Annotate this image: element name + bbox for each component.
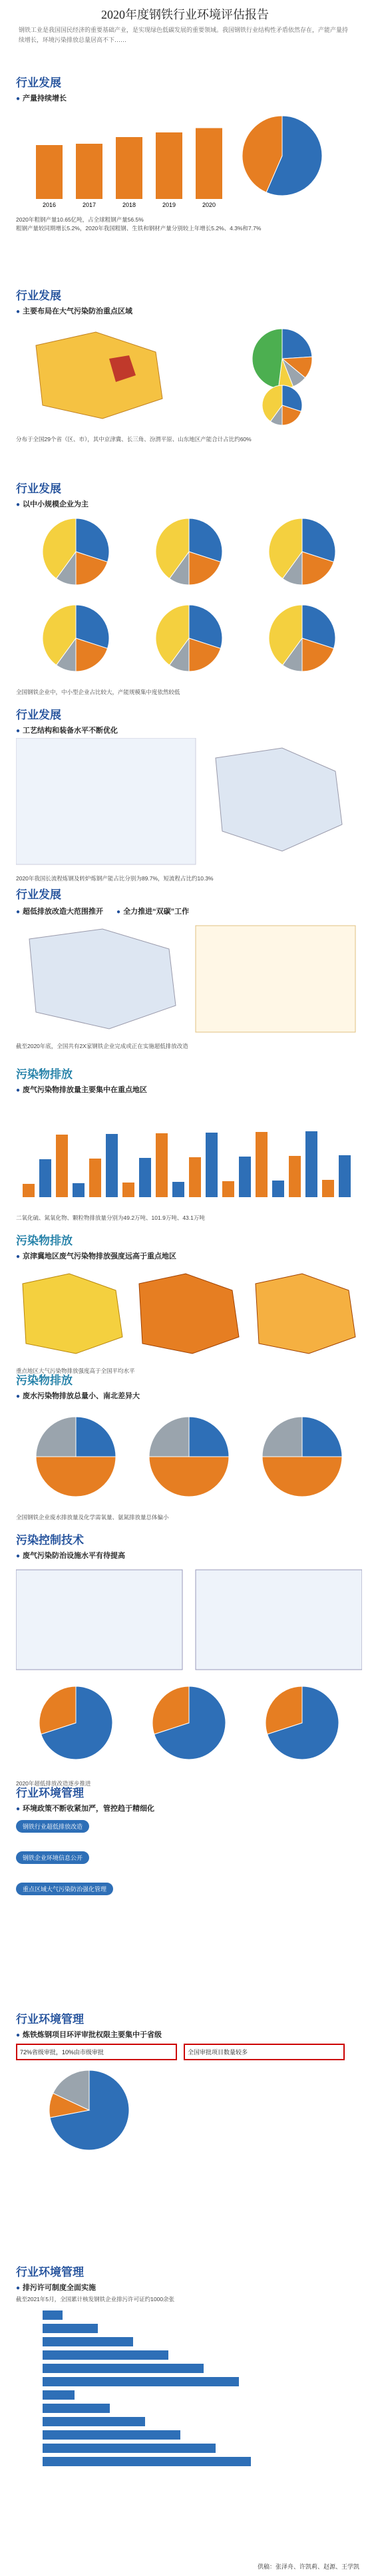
emission-bar — [89, 1159, 101, 1197]
pie-slice — [189, 1417, 229, 1457]
section-sub-2: ● 全力推进“双碳”工作 — [116, 906, 189, 916]
section-industry-4 — [16, 705, 362, 883]
tick-label: 2020 — [202, 202, 216, 208]
permit-bar — [43, 2390, 75, 2400]
section-heading: 污染物排放 — [16, 1234, 73, 1247]
water-pies — [16, 1403, 362, 1510]
pie-chart-provinces — [252, 329, 312, 389]
credits: 供稿：张泽舟、许凯莉、赵源、王学凯 — [257, 2563, 359, 2570]
section-pollution-1 — [16, 1065, 362, 1222]
section-sub: ● 废气污染防治设施水平有待提高 — [16, 1550, 362, 1561]
pie-slice — [149, 1457, 229, 1497]
section-industry-1 — [16, 73, 362, 233]
tick-label: 2017 — [82, 202, 96, 208]
pie-slice — [252, 329, 282, 389]
emission-bar — [239, 1157, 251, 1197]
bar — [76, 144, 102, 199]
section-sub: ● 环境政策不断收紧加严，管控趋于精细化 — [16, 1803, 362, 1813]
section-sub: ● 京津冀地区废气污染物排放强度远高于重点地区 — [16, 1250, 362, 1261]
note: 2020年超低排放改造逐步推进 — [16, 1780, 91, 1787]
section-sub: ● 工艺结构和装备水平不断优化 — [16, 725, 362, 735]
permit-bar — [43, 2430, 180, 2440]
section-heading: 行业发展 — [16, 77, 61, 89]
scale-pie — [43, 605, 109, 671]
pie-slice — [302, 1417, 342, 1457]
production-charts — [16, 106, 362, 212]
section-heading: 行业环境管理 — [16, 2266, 84, 2279]
bar — [36, 145, 63, 199]
policy-item-2: 钢铁企业环境信息公开 — [16, 1851, 89, 1864]
note: 全国钢铁企业废水排放量及化学需氧量、氨氮排放量总体偏小 — [16, 1514, 169, 1521]
ultra-low-map — [16, 919, 362, 1039]
policy-item-3: 重点区域大气污染防治强化管理 — [16, 1883, 113, 1895]
permit-bar — [43, 2377, 239, 2386]
note: 二氧化硫、氮氧化物、颗粒物排放量分别为49.2万吨、101.9万吨、43.1万吨 — [16, 1214, 205, 1221]
emission-bar — [39, 1159, 51, 1197]
permit-bar — [43, 2310, 63, 2320]
pie-slice — [36, 1417, 76, 1457]
pie-slice — [76, 1417, 116, 1457]
section-sub: ● 废气污染物排放量主要集中在重点地区 — [16, 1084, 362, 1095]
section-env-mgmt-2 — [16, 2010, 362, 2163]
policy-item-1: 钢铁行业超低排放改造 — [16, 1820, 89, 1833]
section-heading: 污染物排放 — [16, 1374, 73, 1387]
emission-bar — [289, 1156, 301, 1197]
china-map — [36, 332, 162, 419]
section-industry-3 — [16, 479, 362, 697]
emission-bar — [156, 1133, 168, 1197]
section-pollution-2 — [16, 1231, 362, 1376]
pie-slice — [149, 1417, 189, 1457]
note: 重点地区大气污染物排放强度高于全国平均水平 — [16, 1368, 135, 1374]
emission-bar — [106, 1134, 118, 1197]
permit-bar — [43, 2417, 145, 2426]
water-pie — [262, 1417, 342, 1497]
note: 分布于全国29个省（区、市），其中京津冀、长三角、汾渭平原、山东地区产能合计占比约60% — [16, 436, 252, 443]
bar — [196, 128, 222, 200]
map-nox — [139, 1274, 239, 1354]
scale-pies — [16, 512, 362, 685]
section-heading: 行业环境管理 — [16, 2013, 84, 2026]
china-map — [29, 929, 176, 1029]
pie-slice — [262, 1457, 342, 1497]
region-charts — [16, 319, 362, 432]
scale-pie — [269, 605, 335, 671]
emission-bar — [23, 1184, 35, 1197]
section-heading: 污染物排放 — [16, 1068, 73, 1081]
map-pm — [256, 1274, 355, 1354]
intro-text: 钢铁工业是我国国民经济的重要基础产业，是实现绿色低碳发展的重要领域。我国钢铁行业结构性矛盾依然存在，产能产量持续增长，环境污染排放总量居高不下…… — [19, 27, 349, 43]
permit-bar — [43, 2404, 110, 2413]
section-industry-5 — [16, 885, 362, 1051]
section-sub: ● 炼铁炼钢项目环评审批权限主要集中于省级 — [16, 2029, 362, 2040]
pie-chart-regions — [262, 385, 302, 425]
permit-bar — [43, 2364, 204, 2373]
scale-pie — [43, 518, 109, 585]
section-heading: 行业发展 — [16, 289, 61, 302]
section-sub: ● 排污许可制度全面实施 — [16, 2282, 362, 2293]
map-so2 — [23, 1274, 122, 1354]
pie-slice — [36, 1457, 116, 1497]
section-env-mgmt-3 — [16, 2263, 362, 2480]
tick-label: 2018 — [122, 202, 136, 208]
process-table — [16, 738, 196, 864]
emission-bar — [305, 1131, 317, 1197]
section-heading: 行业发展 — [16, 709, 61, 721]
emission-bar — [272, 1181, 284, 1197]
intensity-maps — [16, 1264, 362, 1364]
process-table-map — [16, 738, 362, 871]
section-sub: ● 主要布局在大气污染防治重点区域 — [16, 305, 362, 316]
emission-bar — [189, 1157, 201, 1197]
control-pie — [152, 1686, 226, 1759]
emission-bar — [322, 1180, 334, 1197]
emission-bar — [172, 1182, 184, 1197]
emission-bar — [139, 1158, 151, 1197]
permit-bar — [43, 2324, 98, 2333]
water-pie — [149, 1417, 229, 1497]
section-heading: 污染控制技术 — [16, 1534, 84, 1547]
permit-bar — [43, 2457, 251, 2466]
permit-bars — [16, 2304, 362, 2477]
emission-bar — [122, 1183, 134, 1197]
permit-bar — [43, 2337, 133, 2346]
tick-label: 2016 — [42, 202, 57, 208]
emission-bar — [206, 1133, 218, 1197]
pie-chart-global — [242, 116, 322, 196]
section-sub-1: ● 超低排放改造大范围推开 — [16, 906, 103, 916]
section-sub: ● 废水污染物排放总量小、南北差异大 — [16, 1390, 362, 1401]
permit-bar — [43, 2444, 216, 2453]
section-heading: 行业发展 — [16, 482, 61, 495]
approval-pie-chart — [49, 2070, 129, 2150]
scale-pie — [156, 518, 222, 585]
approval-pie — [16, 2060, 362, 2160]
pie-slice — [282, 329, 312, 359]
emission-bar — [73, 1183, 85, 1197]
emission-bar — [339, 1155, 351, 1197]
note: 截至2020年底，全国共有2X家钢铁企业完成或正在实施超低排放改造 — [16, 1043, 188, 1049]
scale-pie — [156, 605, 222, 671]
control-pie — [39, 1686, 112, 1759]
pie-slice — [262, 1417, 302, 1457]
panel-left — [16, 1570, 182, 1670]
bar — [116, 137, 142, 199]
section-pollution-3 — [16, 1371, 362, 1522]
approval-box-left: 72%省级审批，10%由市级审批 — [16, 2044, 177, 2060]
note: 截至2021年5月，全国累计核发钢铁企业排污许可证约1000余张 — [16, 2296, 175, 2302]
process-map — [216, 748, 342, 851]
bar-chart — [36, 128, 222, 209]
scale-pie — [269, 518, 335, 585]
section-env-mgmt-1 — [16, 1783, 362, 1895]
report-title: 2020年度钢铁行业环境评估报告 — [101, 8, 269, 21]
panel-right — [196, 1570, 362, 1670]
emission-bar — [222, 1181, 234, 1197]
tick-label: 2019 — [162, 202, 176, 208]
permit-bar — [43, 2350, 168, 2360]
section-sub: ● 以中小规模企业为主 — [16, 498, 362, 509]
note-2: 粗钢产量较同期增长5.2%，2020年我国粗钢、生铁和钢材产量分别较上年增长5.2%、4.3%和7.7% — [16, 225, 262, 232]
approval-box-right: 全国审批项目数量较多 — [184, 2044, 345, 2060]
carbon-box — [196, 926, 355, 1032]
water-pie — [36, 1417, 116, 1497]
emission-bar — [256, 1132, 268, 1197]
emission-bar — [56, 1135, 68, 1197]
note-1: 2020年粗钢产量10.65亿吨，占全球粗钢产量56.5% — [16, 216, 144, 223]
control-pie — [266, 1686, 339, 1759]
note: 全国钢铁企业中，中小型企业占比较大，产能规模集中度依然较低 — [16, 689, 180, 695]
emission-bars — [16, 1097, 362, 1210]
section-heading: 行业环境管理 — [16, 1787, 84, 1799]
section-industry-2 — [16, 286, 362, 444]
control-tech-panels — [16, 1563, 362, 1776]
section-sub: ● 产量持续增长 — [16, 92, 362, 103]
bar — [156, 132, 182, 199]
section-control-tech — [16, 1531, 362, 1788]
note: 2020年我国长流程炼钢及转炉炼钢产能占比分别为89.7%，短流程占比约10.3% — [16, 875, 214, 882]
section-heading: 行业发展 — [16, 888, 61, 901]
